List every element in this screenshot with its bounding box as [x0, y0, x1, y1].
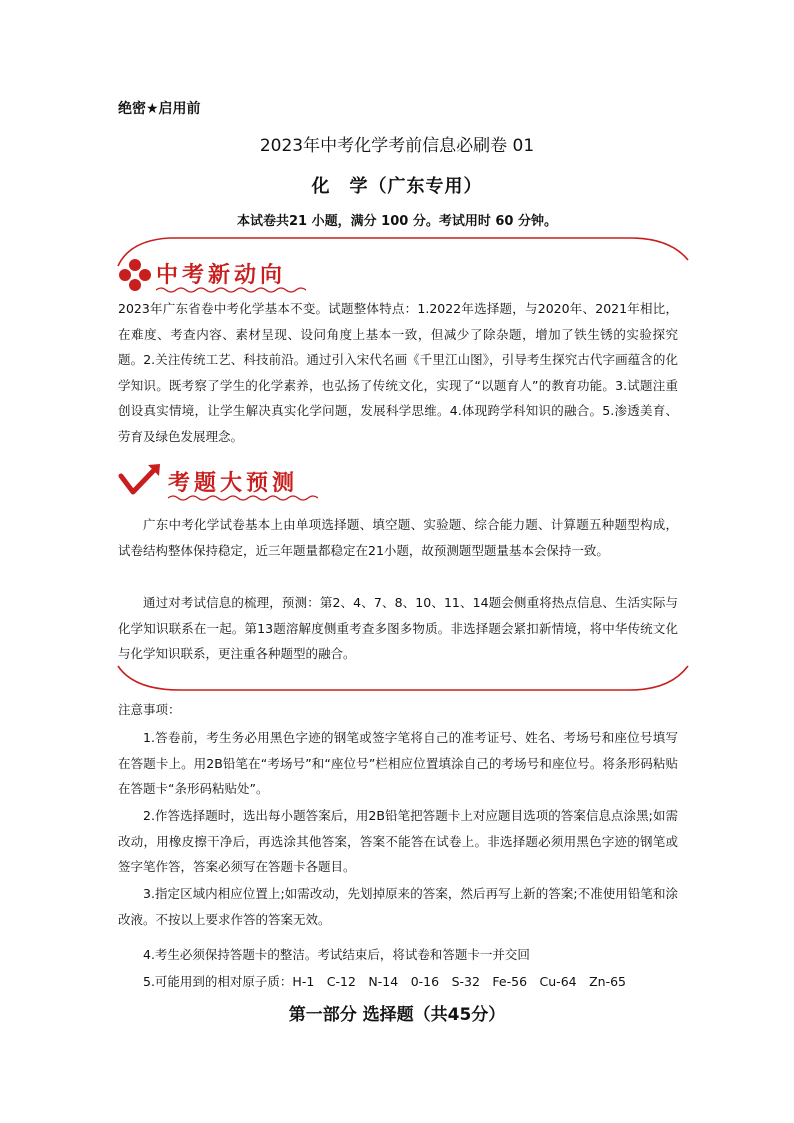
note-item: 2.作答选择题时，选出每小题答案后，用2B铅笔把答题卡上对应题目选项的答案信息点涂黑;如需改动，用橡皮擦干净后，再选涂其他答案，答案不能答在试卷上。非选择题必须用黑色字迹的钢笔或签字笔作答，答案必须写在答题卡各题目。 — [118, 808, 678, 874]
section-trend-title: 中考新动向 — [156, 263, 287, 288]
trend-arrow-icon — [118, 462, 166, 502]
notes-label: 注意事项： — [118, 702, 181, 717]
exam-scope: 本试卷共21 小题，满分 100 分。考试用时 60 分钟。 — [237, 214, 557, 229]
bottom-frame-curve — [110, 660, 695, 696]
wavy-underline — [168, 494, 318, 502]
confidential-label: 绝密★启用前 — [118, 101, 201, 117]
forecast-paragraph: 广东中考化学试卷基本上由单项选择题、填空题、实验题、综合能力题、计算题五种题型构成，试卷结构整体保持稳定，近三年题量都稳定在21小题，故预测题型题量基本会保持一致。 — [118, 517, 678, 558]
subject-title: 化 学（广东专用） — [311, 176, 483, 197]
note-item: 4.考生必须保持答题卡的整洁。考试结束后，将试卷和答题卡一并交回 — [143, 947, 530, 962]
note-item: 1.答卷前，考生务必用黑色字迹的钢笔或签字笔将自己的准考证号、姓名、考场号和座位号填写在答题卡上。用2B铅笔在“考场号”和“座位号”栏相应位置填涂自己的考场号和座位号。将条形码粘贴在答题卡“条形码粘贴处”。 — [118, 730, 678, 796]
section-trend-heading — [118, 256, 318, 292]
note-item: 5.可能用到的相对原子质：H-1 C-12 N-14 0-16 S-32 Fe-56 Cu-64 Zn-65 — [143, 974, 627, 989]
wavy-underline — [156, 286, 306, 294]
flower-icon — [118, 258, 152, 292]
section-forecast-title: 考题大预测 — [168, 471, 299, 496]
exam-title: 2023年中考化学考前信息必刷卷 01 — [259, 136, 535, 156]
note-item: 3.指定区域内相应位置上;如需改动，先划掉原来的答案，然后再写上新的答案;不准使用铅笔和涂改液。不按以上要求作答的答案无效。 — [118, 886, 678, 927]
trend-paragraph: 2023年广东省卷中考化学基本不变。试题整体特点：1.2022年选择题，与2020年、2021年相比，在难度、考查内容、素材呈现、设问角度上基本一致，但减少了除杂题，增加了铁生锈的实验探究题。2.关注传统工艺、科技前沿。通过引入宋代名画《千里江山图》，引导考生探究古代字画蕴含的化学知识。既考察了学生的化学素养，也弘扬了传统文化，实现了“以题育人”的教育功能。3.试题注重创设真实情境，让学生解决真实化学问题，发展科学思维。4.体现跨学科知识的融合。5.渗透美育、劳育及绿色发展理念。 — [118, 301, 678, 444]
section-forecast-heading — [118, 462, 338, 502]
forecast-paragraph: 通过对考试信息的梳理，预测：第2、4、7、8、10、11、14题会侧重将热点信息、生活实际与化学知识联系在一起。第13题溶解度侧重考查多图多物质。非选择题会紧扣新情境，将中华传统文化与化学知识联系，更注重各种题型的融合。 — [118, 595, 678, 661]
part-title: 第一部分 选择题（共45分） — [288, 1005, 506, 1025]
